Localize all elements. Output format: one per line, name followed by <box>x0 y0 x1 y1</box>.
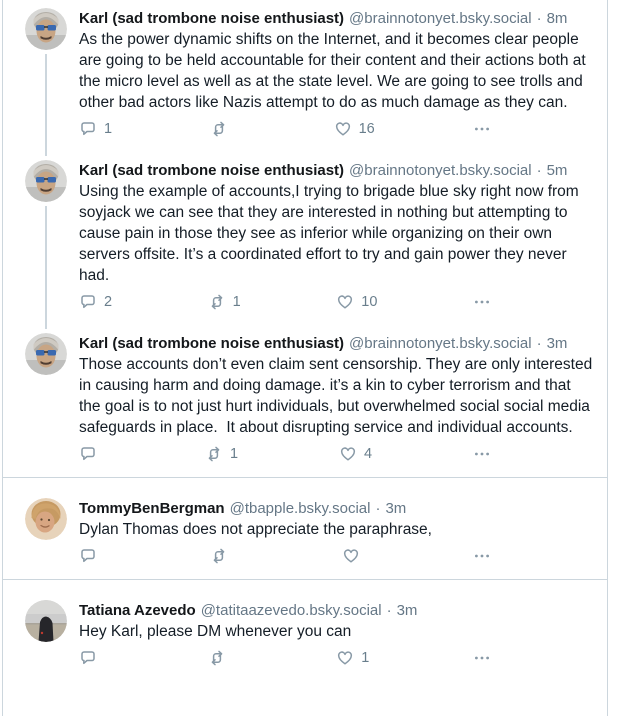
action-bar <box>79 292 491 312</box>
author-handle[interactable]: @tbapple.bsky.social <box>229 500 371 517</box>
heart-icon <box>342 547 360 565</box>
timestamp: 8m <box>546 10 568 27</box>
ellipsis-icon <box>473 445 491 463</box>
avatar[interactable] <box>25 333 67 375</box>
post-header <box>79 333 593 354</box>
ellipsis-icon <box>473 547 491 565</box>
post-header <box>79 600 593 621</box>
reply-button[interactable] <box>79 445 104 463</box>
timestamp: 3m <box>546 335 568 352</box>
reply-icon <box>79 649 97 667</box>
heart-icon <box>336 649 354 667</box>
more-button[interactable] <box>473 547 491 565</box>
ellipsis-icon <box>473 120 491 138</box>
timestamp: 3m <box>385 500 407 517</box>
meta-separator: · <box>536 10 542 27</box>
post[interactable] <box>3 579 607 681</box>
post-text: Those accounts don’t even claim sent censorship. They are only interested in causing harm and doing damage. it’s a kin to cyber terrorism and that the goal is to not just hurt individuals, but overwhelmed social social media safeguards in place. It about disrupting service and individual accounts. <box>79 356 597 436</box>
meta-separator: · <box>386 602 392 619</box>
author-handle[interactable]: @brainnotonyet.bsky.social <box>349 10 532 27</box>
more-button[interactable] <box>473 445 491 463</box>
action-bar <box>79 648 491 668</box>
thread-line <box>45 325 47 329</box>
like-button[interactable] <box>339 445 372 463</box>
like-button[interactable] <box>334 120 375 138</box>
thread-line <box>45 206 47 325</box>
post-text: Dylan Thomas does not appreciate the paraphrase, <box>79 521 432 538</box>
like-button[interactable] <box>336 649 369 667</box>
repost-count: 1 <box>229 446 239 462</box>
post-header <box>79 160 593 181</box>
post-text: As the power dynamic shifts on the Internet, and it becomes clear people are going to be held accountable for their content and their actions both at the micro level as well as at the state level. We are going to see trolls and other bad actors like Nazis attempt to do as much damage as they can. <box>79 31 590 111</box>
ellipsis-icon <box>473 293 491 311</box>
post-header <box>79 498 593 519</box>
author-name[interactable]: Karl (sad trombone noise enthusiast) <box>79 10 345 27</box>
heart-icon <box>339 445 357 463</box>
repost-icon <box>210 547 228 565</box>
repost-button[interactable] <box>210 547 235 565</box>
action-bar <box>79 444 491 464</box>
like-count: 10 <box>361 294 378 310</box>
more-button[interactable] <box>473 120 491 138</box>
more-button[interactable] <box>473 293 491 311</box>
post[interactable] <box>3 325 607 477</box>
timestamp: 5m <box>546 162 568 179</box>
reply-icon <box>79 120 97 138</box>
post[interactable] <box>3 477 607 579</box>
like-count: 16 <box>358 121 375 137</box>
reply-button[interactable] <box>79 649 104 667</box>
meta-separator: · <box>536 335 542 352</box>
meta-separator: · <box>536 162 542 179</box>
ellipsis-icon <box>473 649 491 667</box>
more-button[interactable] <box>473 649 491 667</box>
timestamp: 3m <box>396 602 418 619</box>
author-handle[interactable]: @brainnotonyet.bsky.social <box>349 335 532 352</box>
repost-icon <box>208 649 226 667</box>
action-bar <box>79 546 491 566</box>
avatar[interactable] <box>25 600 67 642</box>
like-count: 4 <box>363 446 373 462</box>
post-text: Hey Karl, please DM whenever you can <box>79 623 352 640</box>
post[interactable] <box>3 152 607 325</box>
repost-button[interactable] <box>210 120 235 138</box>
repost-button[interactable] <box>205 445 238 463</box>
author-name[interactable]: Tatiana Azevedo <box>79 602 196 619</box>
reply-icon <box>79 445 97 463</box>
avatar[interactable] <box>25 8 67 50</box>
author-name[interactable]: Karl (sad trombone noise enthusiast) <box>79 162 345 179</box>
repost-icon <box>205 445 223 463</box>
repost-icon <box>210 120 228 138</box>
action-bar <box>79 119 491 139</box>
reply-count: 1 <box>104 121 113 137</box>
author-handle[interactable]: @tatitaazevedo.bsky.social <box>200 602 382 619</box>
heart-icon <box>336 293 354 311</box>
reply-button[interactable] <box>79 120 112 138</box>
repost-button[interactable] <box>208 293 241 311</box>
thread-line <box>45 54 47 152</box>
reply-icon <box>79 547 97 565</box>
author-name[interactable]: TommyBenBergman <box>79 500 225 517</box>
avatar[interactable] <box>25 498 67 540</box>
avatar[interactable] <box>25 160 67 202</box>
post-header <box>79 8 593 29</box>
repost-count: 1 <box>232 294 241 310</box>
heart-icon <box>334 120 352 138</box>
repost-icon <box>208 293 226 311</box>
reply-icon <box>79 293 97 311</box>
reply-button[interactable] <box>79 547 104 565</box>
post[interactable] <box>3 0 607 152</box>
like-button[interactable] <box>336 293 377 311</box>
reply-count: 2 <box>104 294 113 310</box>
thread-line <box>45 152 47 156</box>
like-count: 1 <box>361 650 370 666</box>
post-text: Using the example of accounts,I trying to brigade blue sky right now from soyjack we can see that they are interested in nothing but attempting to cause pain in those they see as inferior while organizing on their own servers offsite. It’s a coordinated effort to try and gain power they never had. <box>79 183 588 284</box>
timeline-feed <box>2 0 608 716</box>
meta-separator: · <box>375 500 381 517</box>
author-handle[interactable]: @brainnotonyet.bsky.social <box>349 162 532 179</box>
like-button[interactable] <box>342 547 367 565</box>
author-name[interactable]: Karl (sad trombone noise enthusiast) <box>79 335 345 352</box>
reply-button[interactable] <box>79 293 112 311</box>
repost-button[interactable] <box>208 649 233 667</box>
